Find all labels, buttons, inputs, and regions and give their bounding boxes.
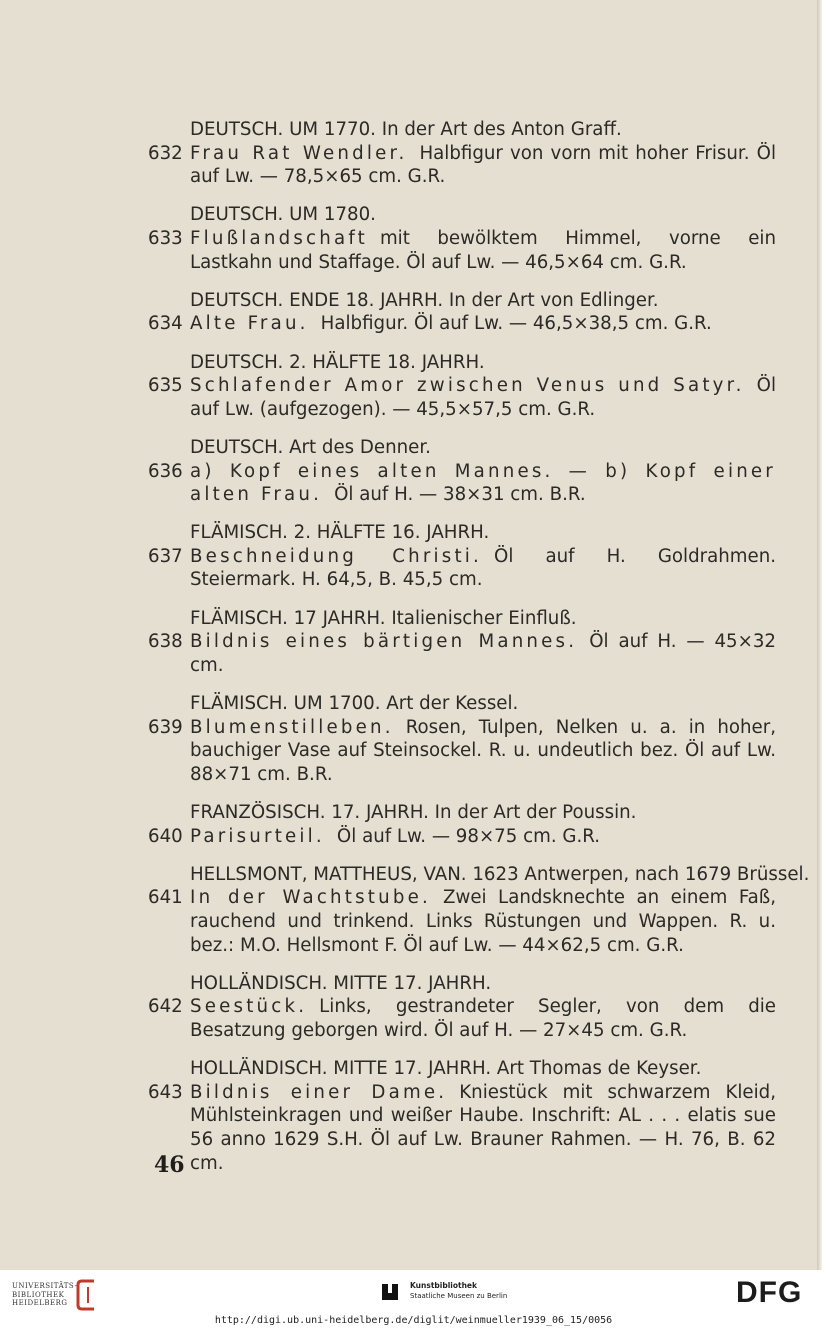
artwork-title: a) Kopf eines alten Mannes. — b) Kopf einer alten Frau.	[190, 460, 776, 506]
artwork-description: Kniestück mit schwarzem Kleid, Mühlsteinkragen und weißer Haube. Inschrift: AL . . . elatis sue 56 anno 1629 S.H. Öl auf Lw. Brauner Rahmen. — H. 76, B. 62 cm.	[190, 1081, 776, 1174]
entry-heading: HOLLÄNDISCH. MITTE 17. JAHRH.	[190, 972, 492, 994]
artwork-title: Seestück.	[190, 996, 308, 1018]
university-library-label	[12, 1282, 77, 1308]
kunstbibliothek-subtitle: Staatliche Museen zu Berlin	[410, 1292, 508, 1300]
university-line: UNIVERSITÄTS-	[12, 1282, 78, 1290]
artwork-title: Flußlandschaft	[190, 227, 368, 249]
lot-number: 642	[148, 996, 183, 1018]
entry-body	[190, 630, 776, 677]
catalog-entry	[0, 436, 822, 507]
entry-heading: DEUTSCH. UM 1780.	[190, 204, 376, 226]
entry-body	[190, 312, 776, 336]
catalog-entries	[0, 118, 822, 1190]
lot-number: 633	[148, 227, 183, 249]
entry-body	[190, 995, 776, 1042]
artwork-description: Zwei Landsknechte an einem Faß, rauchend und trinkend. Links Rüstungen und Wappen. R. u. bez.: M.O. Hellsmont F. Öl auf Lw. — 44×62,5 cm. G.R.	[190, 887, 776, 956]
catalog-entry	[0, 118, 822, 189]
artwork-description: mit bewölktem Himmel, vorne ein Lastkahn und Staffage. Öl auf Lw. — 46,5×64 cm. G.R.	[190, 227, 776, 273]
entry-body	[190, 886, 776, 957]
artwork-title: Frau Rat Wendler.	[190, 142, 408, 164]
entry-heading: DEUTSCH. ENDE 18. JAHRH. In der Art von Edlinger.	[190, 289, 659, 311]
artwork-title: Parisurteil.	[190, 825, 325, 847]
catalog-entry	[0, 203, 822, 274]
entry-body	[190, 227, 776, 274]
entry-item	[0, 995, 822, 1042]
entry-item	[0, 374, 822, 421]
lot-number: 636	[148, 460, 183, 482]
entry-item	[0, 460, 822, 507]
catalog-entry	[0, 351, 822, 422]
catalog-entry	[0, 1057, 822, 1175]
artwork-description: Öl auf H. Goldrahmen. Steiermark. H. 64,5, B. 45,5 cm.	[190, 545, 776, 591]
artwork-title: Bildnis eines bärtigen Mannes.	[190, 631, 578, 653]
entry-item	[0, 1081, 822, 1175]
artwork-description: Öl auf Lw. (aufgezogen). — 45,5×57,5 cm. G.R.	[190, 375, 776, 420]
footer-bar	[0, 1270, 827, 1329]
entry-heading: FRANZÖSISCH. 17. JAHRH. In der Art der Poussin.	[190, 802, 637, 823]
entry-heading: FLÄMISCH. 2. HÄLFTE 16. JAHRH.	[190, 522, 490, 544]
entry-heading: DEUTSCH. Art des Denner.	[190, 436, 431, 458]
kunstbibliothek-title: Kunstbibliothek	[410, 1281, 478, 1290]
catalog-entry	[0, 972, 822, 1043]
entry-item	[0, 545, 822, 592]
catalog-entry	[0, 801, 822, 848]
entry-body	[190, 545, 776, 592]
entry-heading: HOLLÄNDISCH. MITTE 17. JAHRH. Art Thomas de Keyser.	[190, 1058, 702, 1080]
university-line: HEIDELBERG	[12, 1299, 68, 1307]
artwork-description: Links, gestrandeter Segler, von dem die Besatzung geborgen wird. Öl auf H. — 27×45 cm. G.R.	[190, 996, 776, 1041]
entry-item	[0, 630, 822, 677]
artwork-title: In der Wachtstube.	[190, 887, 431, 909]
artwork-description: Halbfigur von vorn mit hoher Frisur. Öl auf Lw. — 78,5×65 cm. G.R.	[190, 142, 777, 188]
artwork-title: Blumenstilleben.	[190, 716, 394, 738]
lot-number: 639	[148, 716, 183, 738]
entry-heading: DEUTSCH. 2. HÄLFTE 18. JAHRH.	[190, 351, 485, 373]
entry-heading: FLÄMISCH. UM 1700. Art der Kessel.	[190, 693, 519, 715]
entry-heading: FLÄMISCH. 17 JAHRH. Italienischer Einfluß.	[190, 607, 577, 629]
entry-body	[190, 142, 776, 189]
dfg-logo: DFG	[736, 1276, 803, 1309]
artwork-description: Öl auf H. — 45×32 cm.	[190, 631, 776, 676]
lot-number: 641	[148, 887, 183, 909]
artwork-description: Rosen, Tulpen, Nelken u. a. in hoher, bauchiger Vase auf Steinsockel. R. u. undeutlich bez. Öl auf Lw. 88×71 cm. B.R.	[190, 716, 776, 785]
lot-number: 640	[148, 825, 183, 847]
entry-body	[190, 716, 776, 787]
entry-heading: HELLSMONT, MATTHEUS, VAN. 1623 Antwerpen, nach 1679 Brüssel.	[190, 863, 810, 885]
catalog-entry	[0, 289, 822, 336]
entry-item	[0, 886, 822, 957]
lot-number: 637	[148, 545, 183, 567]
entry-body	[190, 825, 776, 849]
artwork-title: Bildnis einer Dame.	[190, 1081, 448, 1103]
artwork-description: Öl auf Lw. — 98×75 cm. G.R.	[336, 825, 601, 847]
artwork-title: Schlafender Amor zwischen Venus und Satyr.	[190, 375, 745, 397]
lot-number: 635	[148, 375, 183, 397]
lot-number: 634	[148, 313, 183, 335]
artwork-description: Öl auf H. — 38×31 cm. B.R.	[334, 484, 586, 506]
lot-number: 632	[148, 142, 183, 164]
entry-body	[190, 374, 776, 421]
catalog-entry	[0, 607, 822, 678]
university-line: BIBLIOTHEK	[12, 1290, 65, 1299]
artwork-title: Beschneidung Christi.	[190, 545, 483, 567]
lot-number: 643	[148, 1081, 183, 1103]
artwork-description: Halbfigur. Öl auf Lw. — 46,5×38,5 cm. G.R.	[320, 313, 712, 335]
lot-number: 638	[148, 631, 183, 653]
entry-body	[190, 1081, 776, 1175]
page-number: 46	[154, 1152, 185, 1178]
artwork-title: Alte Frau.	[190, 313, 309, 335]
kunstbibliothek-logo-icon	[380, 1282, 400, 1302]
source-url[interactable]: http://digi.ub.uni-heidelberg.de/diglit/weinmueller1939_06_15/0056	[214, 1315, 613, 1326]
catalog-entry	[0, 521, 822, 592]
entry-item	[0, 142, 822, 189]
kunstbibliothek-label	[410, 1281, 507, 1301]
entry-body	[190, 460, 776, 507]
entry-heading: DEUTSCH. UM 1770. In der Art des Anton Graff.	[190, 119, 622, 140]
university-logo-icon	[74, 1278, 100, 1312]
catalog-entry	[0, 692, 822, 786]
catalog-entry	[0, 863, 822, 957]
entry-item	[0, 227, 822, 274]
entry-item	[0, 825, 822, 849]
entry-item	[0, 716, 822, 787]
entry-item	[0, 312, 822, 336]
